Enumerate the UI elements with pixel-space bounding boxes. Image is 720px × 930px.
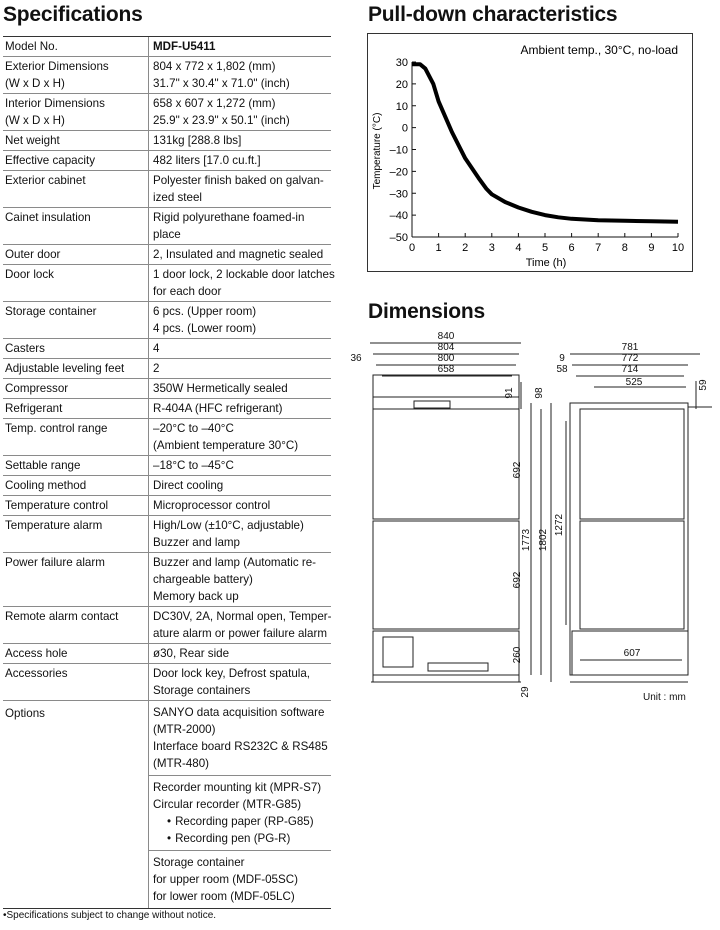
dim-label: 260 bbox=[512, 646, 523, 664]
spec-row-weight bbox=[3, 131, 331, 151]
spec-label: Storage container bbox=[5, 305, 97, 318]
dim-label: 1773 bbox=[521, 528, 532, 552]
spec-label: Temperature alarm bbox=[5, 519, 103, 532]
x-tick-label: 1 bbox=[435, 242, 442, 254]
spec-label: Adjustable leveling feet bbox=[5, 362, 125, 375]
y-tick-label: 0 bbox=[401, 122, 408, 135]
unit-label: Unit : mm bbox=[643, 692, 686, 703]
spec-value: –18°C to –45°C bbox=[148, 456, 331, 475]
spec-value: Door lock key, Defrost spatula, Storage containers bbox=[148, 664, 331, 700]
dim-label: 714 bbox=[621, 364, 639, 375]
y-tick-label: –10 bbox=[389, 144, 408, 157]
spec-value: –20°C to –40°C (Ambient temperature 30°C) bbox=[148, 419, 331, 455]
x-tick-label: 10 bbox=[671, 242, 685, 254]
y-tick-label: 30 bbox=[395, 57, 408, 69]
spec-value: ø30, Rear side bbox=[148, 644, 331, 663]
spec-value: Polyester finish baked on galvan- ized steel bbox=[148, 171, 331, 207]
spec-label: Exterior cabinet bbox=[5, 174, 86, 187]
y-axis-label: Temperature (°C) bbox=[372, 112, 383, 190]
dim-label: 98 bbox=[534, 387, 545, 399]
front-view bbox=[371, 375, 521, 682]
spec-label: Compressor bbox=[5, 382, 69, 395]
spec-value: 658 x 607 x 1,272 (mm) 25.9" x 23.9" x 50.1" (inch) bbox=[148, 94, 331, 130]
dim-label: 804 bbox=[437, 342, 455, 353]
spec-label: Interior Dimensions (W x D x H) bbox=[5, 97, 105, 127]
control-panel bbox=[373, 397, 519, 409]
dim-label: 91 bbox=[504, 387, 515, 399]
x-axis-label: Time (h) bbox=[525, 257, 567, 269]
chart-annotation: Ambient temp., 30°C, no-load bbox=[520, 43, 678, 57]
side-view bbox=[570, 403, 712, 682]
series-line bbox=[412, 64, 678, 222]
y-tick-label: –40 bbox=[389, 210, 408, 223]
spec-value: Direct cooling bbox=[148, 476, 331, 495]
dim-label: 607 bbox=[623, 648, 641, 659]
spec-label: Remote alarm contact bbox=[5, 610, 119, 623]
y-tick-label: –50 bbox=[389, 232, 408, 244]
spec-row-insulation bbox=[3, 208, 331, 245]
spec-value: High/Low (±10°C, adjustable) Buzzer and lamp bbox=[148, 516, 331, 552]
spec-value: Buzzer and lamp (Automatic re- chargeable battery) Memory back up bbox=[148, 553, 331, 606]
x-tick-label: 6 bbox=[568, 242, 575, 254]
spec-label: Options bbox=[5, 707, 45, 720]
x-tick-label: 2 bbox=[462, 242, 469, 254]
dim-label: 58 bbox=[556, 364, 568, 375]
dim-label: 692 bbox=[512, 461, 523, 479]
x-tick-label: 4 bbox=[515, 242, 522, 254]
spec-value: SANYO data acquisition software (MTR-2000) Interface board RS232C & RS485 (MTR-480) Recorder mounting kit (MPR-S7) Circular recorder (MTR-G85) • Recording paper (RP-G85) • Recording pen (PG-R) Storage container for upper room (MDF-05SC) for lower room (MDF-05LC) bbox=[148, 701, 331, 908]
dim-label: 9 bbox=[559, 353, 565, 364]
dim-label: 59 bbox=[698, 379, 709, 391]
spec-label: Outer door bbox=[5, 248, 61, 261]
spec-value: 131kg [288.8 lbs] bbox=[148, 131, 331, 150]
upper-door bbox=[373, 409, 519, 519]
dimensions-title: Dimensions bbox=[368, 300, 486, 323]
spec-value: 2 bbox=[148, 359, 331, 378]
specs-title: Specifications bbox=[3, 3, 143, 26]
spec-value: DC30V, 2A, Normal open, Temper- ature alarm or power failure alarm bbox=[148, 607, 332, 643]
spec-label: Casters bbox=[5, 342, 45, 355]
display-panel bbox=[414, 401, 450, 408]
dim-label: 692 bbox=[512, 571, 523, 589]
spec-value: MDF-U5411 bbox=[148, 37, 331, 56]
spec-value: 2, Insulated and magnetic sealed bbox=[148, 245, 331, 264]
spec-label: Refrigerant bbox=[5, 402, 63, 415]
footnote: •Specifications subject to change without notice. bbox=[3, 910, 217, 921]
spec-row-options bbox=[3, 701, 331, 909]
spec-label: Cainet insulation bbox=[5, 211, 91, 224]
spec-value: 6 pcs. (Upper room) 4 pcs. (Lower room) bbox=[148, 302, 331, 338]
dim-label: 525 bbox=[625, 377, 643, 388]
dim-label: 36 bbox=[350, 353, 362, 364]
spec-value: 1 door lock, 2 lockable door latches for each door bbox=[148, 265, 335, 301]
lower-door bbox=[373, 521, 519, 629]
spec-label: Exterior Dimensions (W x D x H) bbox=[5, 60, 109, 90]
y-tick-label: 10 bbox=[395, 100, 408, 113]
spec-label: Net weight bbox=[5, 134, 60, 147]
pulldown-chart bbox=[368, 34, 691, 270]
spec-row-cabinet bbox=[3, 171, 331, 208]
spec-row-capacity bbox=[3, 151, 331, 171]
pulldown-chart-frame bbox=[367, 33, 693, 272]
spec-label: Access hole bbox=[5, 647, 68, 660]
spec-value: Microprocessor control bbox=[148, 496, 331, 515]
spec-value: 804 x 772 x 1,802 (mm) 31.7" x 30.4" x 71.0" (inch) bbox=[148, 57, 331, 93]
dim-label: 800 bbox=[437, 353, 455, 364]
dim-label: 781 bbox=[621, 342, 639, 353]
spec-row-interior bbox=[3, 94, 331, 131]
x-tick-label: 8 bbox=[621, 242, 628, 254]
spec-label: Cooling method bbox=[5, 479, 87, 492]
spec-label: Power failure alarm bbox=[5, 556, 105, 569]
spec-row-model bbox=[3, 36, 331, 57]
dim-label: 29 bbox=[520, 686, 531, 698]
spec-value: R-404A (HFC refrigerant) bbox=[148, 399, 331, 418]
bullet-item: • Recording pen (PG-R) bbox=[153, 830, 331, 847]
dim-label: 1272 bbox=[554, 513, 565, 537]
spec-label: Model No. bbox=[5, 40, 58, 53]
x-tick-label: 7 bbox=[595, 242, 602, 254]
x-tick-label: 5 bbox=[541, 242, 549, 254]
spec-row-door-lock bbox=[3, 265, 335, 302]
dim-label: 840 bbox=[437, 331, 455, 342]
spec-value: 482 liters [17.0 cu.ft.] bbox=[148, 151, 331, 170]
spec-value: 4 bbox=[148, 339, 331, 358]
y-tick-label: 20 bbox=[395, 78, 408, 91]
y-tick-label: –20 bbox=[389, 166, 408, 179]
dim-label: 772 bbox=[621, 353, 639, 364]
spec-row-exterior bbox=[3, 57, 331, 94]
bullet-item: • Recording paper (RP-G85) bbox=[153, 813, 331, 830]
spec-label: Door lock bbox=[5, 268, 54, 281]
spec-label: Settable range bbox=[5, 459, 81, 472]
x-tick-label: 0 bbox=[408, 242, 416, 254]
spec-value: 350W Hermetically sealed bbox=[148, 379, 331, 398]
spec-label: Accessories bbox=[5, 667, 68, 680]
x-tick-label: 3 bbox=[488, 242, 495, 254]
dimensions-drawing bbox=[0, 325, 720, 725]
dim-label: 1802 bbox=[538, 528, 549, 552]
spec-label: Effective capacity bbox=[5, 154, 96, 167]
spec-label: Temp. control range bbox=[5, 422, 108, 435]
chart-title: Pull-down characteristics bbox=[368, 3, 618, 26]
x-tick-label: 9 bbox=[648, 242, 655, 254]
dim-label: 658 bbox=[437, 364, 455, 375]
spec-value: Rigid polyurethane foamed-in place bbox=[148, 208, 331, 244]
y-tick-label: –30 bbox=[389, 188, 408, 201]
spec-label: Temperature control bbox=[5, 499, 109, 512]
spec-row-outer-door bbox=[3, 245, 331, 265]
